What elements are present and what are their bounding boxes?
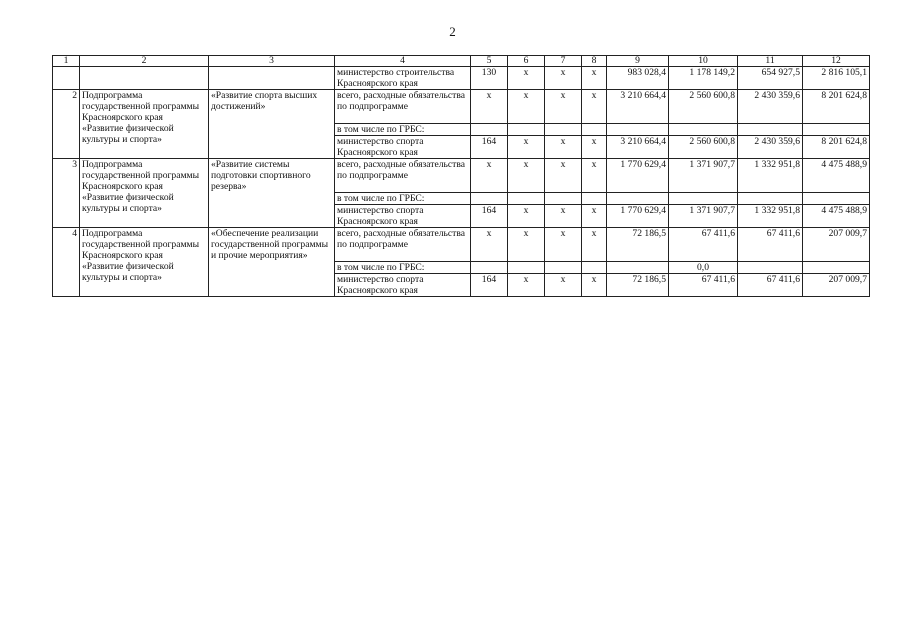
grbs-code: 164 [471,136,508,159]
rz-pr-code: х [508,136,545,159]
grbs-subheader: в том числе по ГРБС: [335,124,471,136]
rz-pr-code: х [508,228,545,262]
grbs-subheader: в том числе по ГРБС: [335,262,471,274]
amount-year-2 [669,124,738,136]
grbs-subheader: в том числе по ГРБС: [335,193,471,205]
event-name-cell [209,67,335,90]
program-title: Подпрограмма государственной программы Красноярского края «Развитие физической культуры и спорта» [80,159,209,228]
column-number: 8 [582,56,607,67]
vr-code: х [582,67,607,90]
rz-pr-code: х [508,274,545,297]
table-row [53,228,870,262]
csr-code: х [545,274,582,297]
program-title: Подпрограмма государственной программы Красноярского края «Развитие физической культуры и спорта» [80,228,209,297]
table-row [53,159,870,193]
vr-code: х [582,205,607,228]
row-number: 4 [53,228,80,297]
grbs-code: 164 [471,205,508,228]
amount-total: 4 475 488,9 [803,205,870,228]
column-number: 11 [738,56,803,67]
amount-year-2: 2 560 600,8 [669,90,738,124]
amount-year-3: 1 332 951,8 [738,159,803,193]
row-number: 3 [53,159,80,228]
column-number: 9 [607,56,669,67]
column-number-row [53,56,870,67]
amount-year-2: 0,0 [669,262,738,274]
amount-year-2: 1 371 907,7 [669,205,738,228]
rz-pr-code: х [508,159,545,193]
amount-year-1: 1 770 629,4 [607,159,669,193]
grbs-description: министерство спорта Красноярского края [335,136,471,159]
column-number: 10 [669,56,738,67]
table-row [53,67,870,90]
amount-year-2: 2 560 600,8 [669,136,738,159]
vr-code: х [582,274,607,297]
amount-total: 207 009,7 [803,228,870,262]
amount-year-1: 983 028,4 [607,67,669,90]
csr-code: х [545,136,582,159]
csr-code: х [545,228,582,262]
grbs-code: 130 [471,67,508,90]
row-number: 2 [53,90,80,159]
amount-year-1: 72 186,5 [607,228,669,262]
rz-pr-code: х [508,90,545,124]
page-number: 2 [449,24,456,39]
grbs-description: министерство спорта Красноярского края [335,205,471,228]
grbs-code: 164 [471,274,508,297]
total-description: всего, расходные обязательства по подпрограмме [335,159,471,193]
grbs-description: министерство спорта Красноярского края [335,274,471,297]
amount-year-1: 1 770 629,4 [607,205,669,228]
amount-year-2: 1 371 907,7 [669,159,738,193]
column-number: 3 [209,56,335,67]
amount-year-1: 3 210 664,4 [607,136,669,159]
program-title: Подпрограмма государственной программы Красноярского края «Развитие физической культуры и спорта» [80,90,209,159]
column-number: 6 [508,56,545,67]
column-number: 5 [471,56,508,67]
column-number: 12 [803,56,870,67]
column-number: 1 [53,56,80,67]
event-name: «Обеспечение реализации государственной программы и прочие мероприятия» [209,228,335,297]
grbs-code: х [471,90,508,124]
event-name: «Развитие спорта высших достижений» [209,90,335,159]
row-number-cell [53,67,80,90]
amount-year-3: 2 430 359,6 [738,136,803,159]
column-number: 7 [545,56,582,67]
vr-code: х [582,159,607,193]
csr-code: х [545,205,582,228]
amount-total: 2 816 105,1 [803,67,870,90]
rz-pr-code: х [508,67,545,90]
rz-pr-code: х [508,205,545,228]
amount-total: 4 475 488,9 [803,159,870,193]
amount-year-2 [669,193,738,205]
csr-code: х [545,159,582,193]
grbs-code: х [471,159,508,193]
csr-code: х [545,67,582,90]
column-number: 2 [80,56,209,67]
amount-total: 8 201 624,8 [803,136,870,159]
csr-code: х [545,90,582,124]
amount-year-2: 1 178 149,2 [669,67,738,90]
vr-code: х [582,90,607,124]
amount-total: 207 009,7 [803,274,870,297]
table-row [53,90,870,124]
amount-year-1: 3 210 664,4 [607,90,669,124]
event-name: «Развитие системы подготовки спортивного резерва» [209,159,335,228]
budget-table [52,55,870,297]
amount-year-2: 67 411,6 [669,274,738,297]
column-number: 4 [335,56,471,67]
program-cell [80,67,209,90]
amount-year-2: 67 411,6 [669,228,738,262]
amount-total: 8 201 624,8 [803,90,870,124]
total-description: всего, расходные обязательства по подпрограмме [335,90,471,124]
amount-year-3: 1 332 951,8 [738,205,803,228]
total-description: всего, расходные обязательства по подпрограмме [335,228,471,262]
grbs-description: министерство строительства Красноярского края [335,67,471,90]
amount-year-3: 67 411,6 [738,228,803,262]
amount-year-1: 72 186,5 [607,274,669,297]
amount-year-3: 67 411,6 [738,274,803,297]
amount-year-3: 654 927,5 [738,67,803,90]
grbs-code: х [471,228,508,262]
vr-code: х [582,228,607,262]
vr-code: х [582,136,607,159]
amount-year-3: 2 430 359,6 [738,90,803,124]
